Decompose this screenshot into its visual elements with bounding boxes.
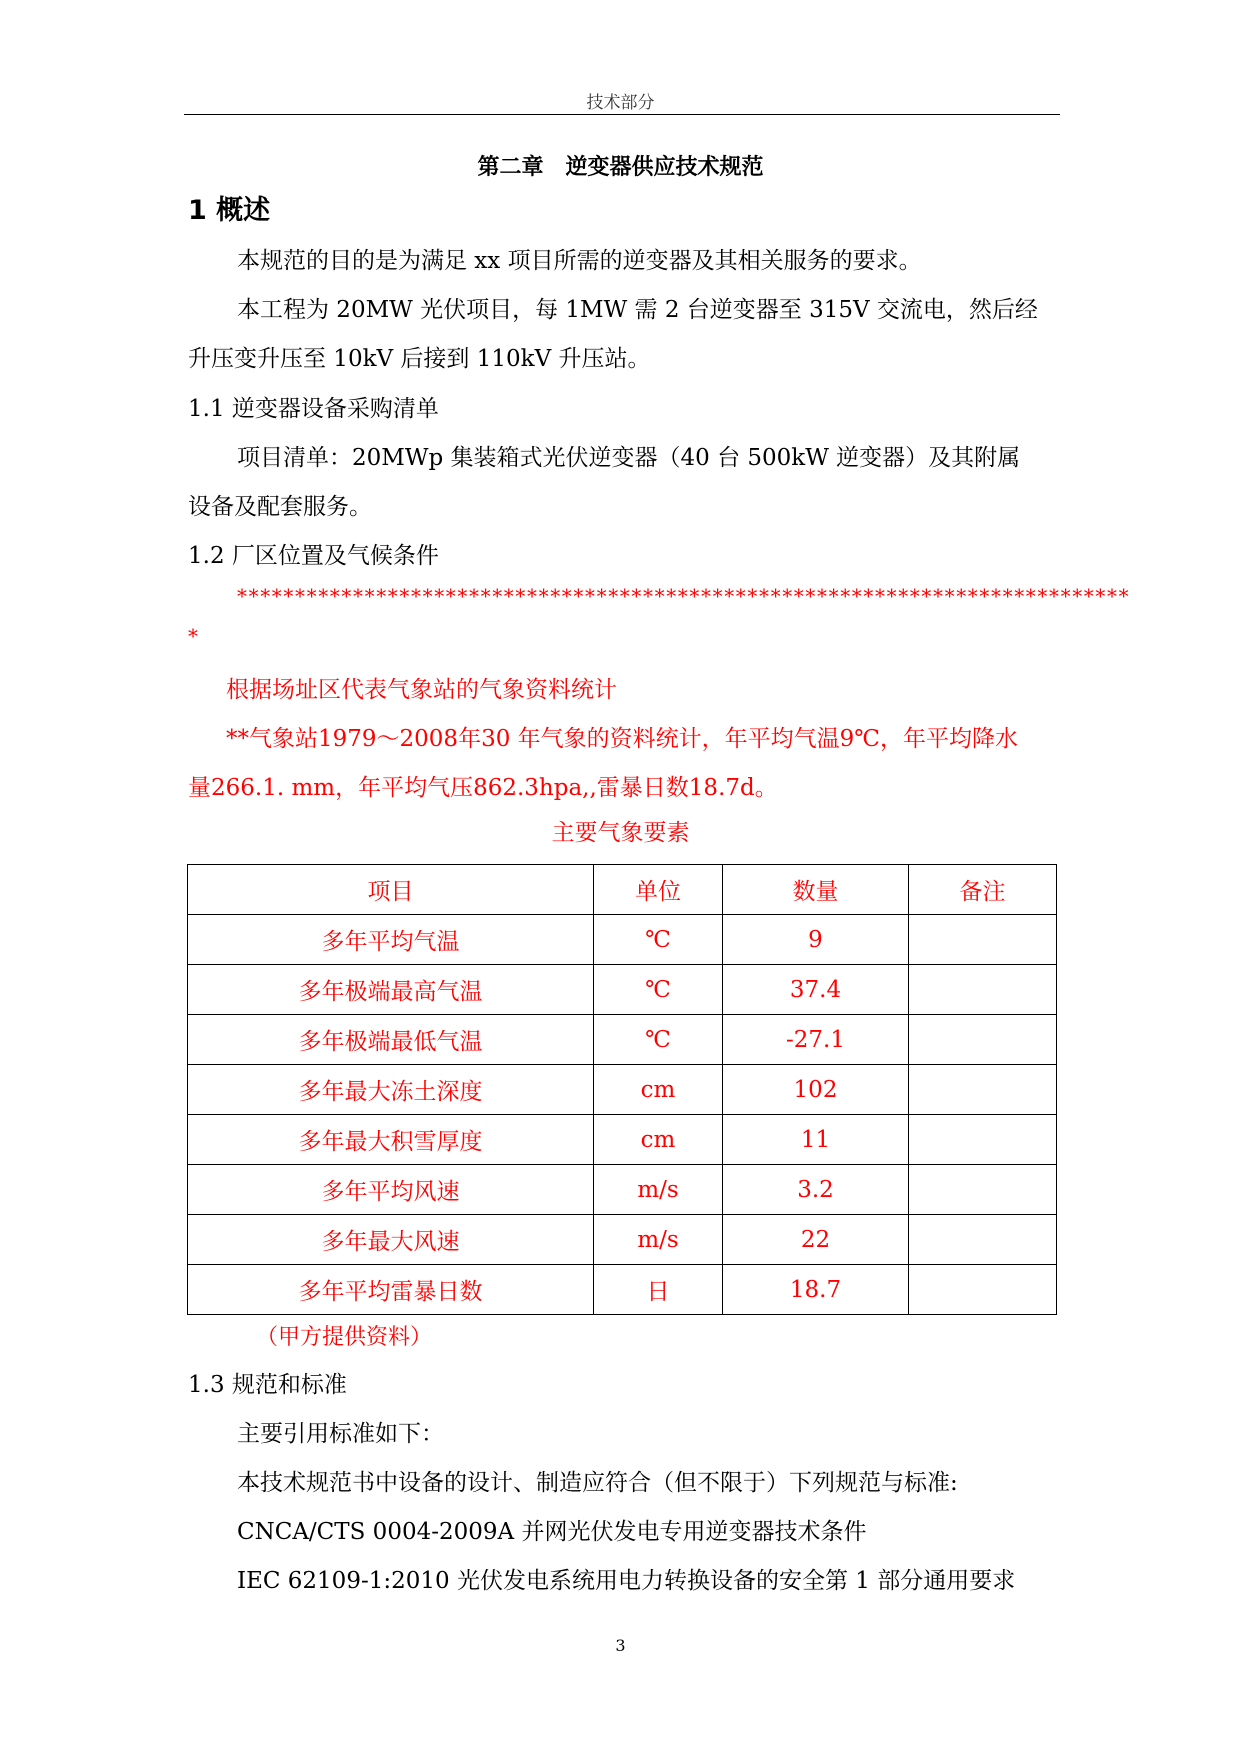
chapter-title: 第二章 逆变器供应技术规范 (477, 155, 764, 180)
table-cell (909, 1115, 1057, 1165)
climate-intro: 根据场址区代表气象站的气象资料统计 (226, 677, 617, 703)
table-cell: 11 (723, 1115, 909, 1165)
table-cell: m/s (594, 1215, 723, 1265)
table-cell (909, 1265, 1057, 1315)
table-cell: 37.4 (723, 965, 909, 1015)
table-header-cell: 项目 (188, 865, 594, 915)
table-caption: 主要气象要素 (551, 820, 690, 846)
section-heading-1-1: 1.1 逆变器设备采购清单 (188, 396, 439, 422)
table-cell (909, 965, 1057, 1015)
table-cell (909, 1165, 1057, 1215)
table-row (188, 1065, 1057, 1115)
table-row (188, 1015, 1057, 1065)
standard-item-cnca: CNCA/CTS 0004-2009A 并网光伏发电专用逆变器技术条件 (237, 1519, 867, 1545)
section-heading-1: 1 概述 (188, 195, 271, 226)
standards-intro: 主要引用标准如下： (237, 1421, 444, 1447)
page-number: 3 (615, 1636, 626, 1655)
table-cell: ℃ (594, 1015, 723, 1065)
placeholder-asterisks-line2: * (188, 624, 198, 648)
page-header-title: 技术部分 (586, 93, 655, 113)
table-header-cell: 数量 (723, 865, 909, 915)
table-header-cell: 单位 (594, 865, 723, 915)
table-row (188, 1165, 1057, 1215)
section-heading-1-3: 1.3 规范和标准 (188, 1372, 347, 1398)
table-cell: ℃ (594, 965, 723, 1015)
standard-item-iec: IEC 62109-1:2010 光伏发电系统用电力转换设备的安全第 1 部分通用要求 (237, 1568, 1016, 1594)
procurement-list-line2: 设备及配套服务。 (188, 494, 372, 520)
table-cell: 18.7 (723, 1265, 909, 1315)
table-cell (909, 1015, 1057, 1065)
table-row (188, 965, 1057, 1015)
table-cell: 多年极端最高气温 (188, 965, 594, 1015)
placeholder-asterisks-line1: ***************************************************************************** (237, 584, 1131, 608)
table-cell: 多年最大冻土深度 (188, 1065, 594, 1115)
table-cell: cm (594, 1115, 723, 1165)
table-row (188, 915, 1057, 965)
table-row (188, 1265, 1057, 1315)
climate-stats-line2: 量266.1. mm，年平均气压862.3hpa,,雷暴日数18.7d。 (188, 775, 778, 801)
table-cell: 22 (723, 1215, 909, 1265)
table-cell: 多年极端最低气温 (188, 1015, 594, 1065)
table-row (188, 1115, 1057, 1165)
table-cell: 102 (723, 1065, 909, 1115)
table-cell: 日 (594, 1265, 723, 1315)
table-row (188, 1215, 1057, 1265)
table-cell (909, 1065, 1057, 1115)
table-cell: m/s (594, 1165, 723, 1215)
table-cell: 多年最大积雪厚度 (188, 1115, 594, 1165)
table-source-note: （甲方提供资料） (256, 1325, 433, 1350)
procurement-list-line1: 项目清单：20MWp 集装箱式光伏逆变器（40 台 500kW 逆变器）及其附属 (237, 445, 1021, 471)
table-cell: cm (594, 1065, 723, 1115)
section-heading-1-2: 1.2 厂区位置及气候条件 (188, 543, 439, 569)
table-cell (909, 1215, 1057, 1265)
table-cell: 多年最大风速 (188, 1215, 594, 1265)
table-cell (909, 915, 1057, 965)
paragraph-project-line1: 本工程为 20MW 光伏项目，每 1MW 需 2 台逆变器至 315V 交流电，然后经 (237, 297, 1038, 323)
table-header-cell: 备注 (909, 865, 1057, 915)
table-cell: 9 (723, 915, 909, 965)
header-divider (184, 114, 1060, 115)
table-header-row (188, 865, 1057, 915)
table-cell: 多年平均雷暴日数 (188, 1265, 594, 1315)
weather-elements-table (187, 864, 1057, 1315)
paragraph-project-line2: 升压变升压至 10kV 后接到 110kV 升压站。 (188, 346, 651, 372)
table-cell: ℃ (594, 915, 723, 965)
paragraph-purpose: 本规范的目的是为满足 xx 项目所需的逆变器及其相关服务的要求。 (237, 248, 922, 274)
table-cell: 多年平均气温 (188, 915, 594, 965)
table-cell: -27.1 (723, 1015, 909, 1065)
table-cell: 3.2 (723, 1165, 909, 1215)
standards-statement: 本技术规范书中设备的设计、制造应符合（但不限于）下列规范与标准: (237, 1470, 958, 1496)
table-cell: 多年平均风速 (188, 1165, 594, 1215)
climate-stats-line1: **气象站1979～2008年30 年气象的资料统计，年平均气温9℃，年平均降水 (226, 726, 1019, 752)
